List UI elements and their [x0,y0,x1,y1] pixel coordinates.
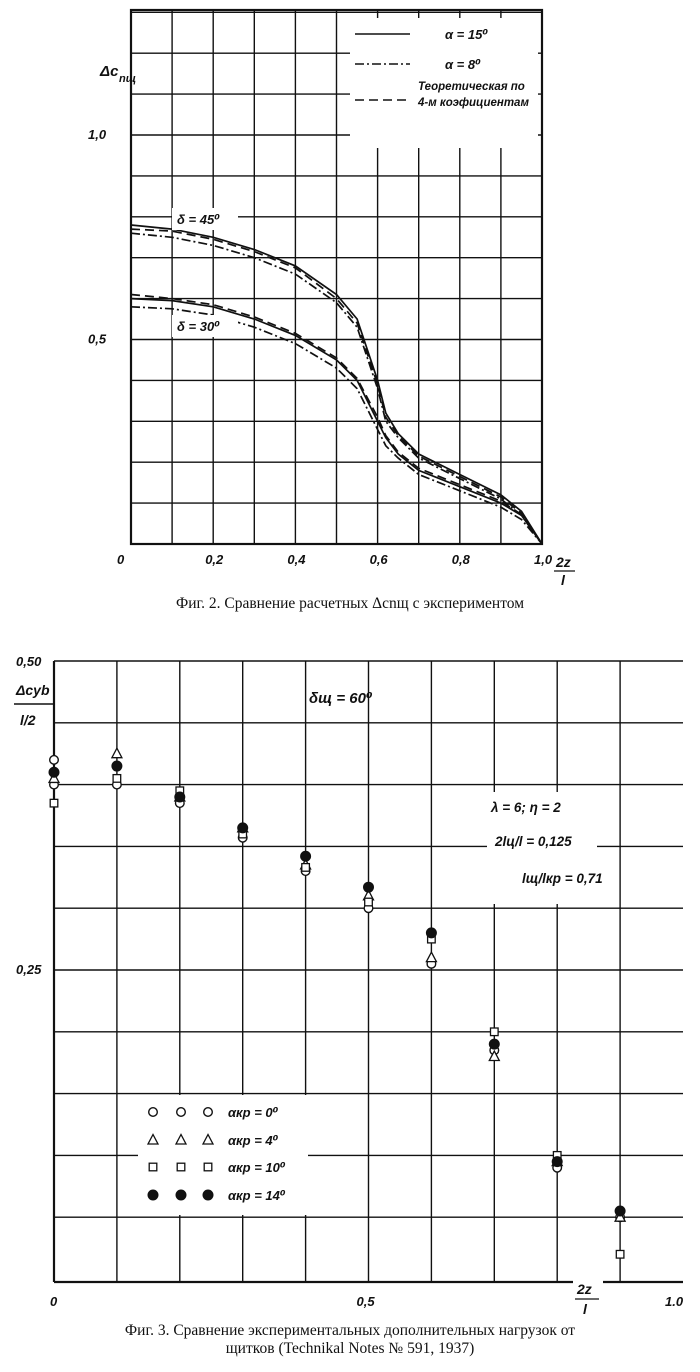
fig3-legend-marker [177,1163,185,1171]
fig2-x-tick-label: 0,6 [369,552,388,567]
fig3-y-tick-label: 0,25 [16,962,42,977]
fig2-annotation-delta45: δ = 45⁰ [177,212,220,227]
fig3-legend-marker [148,1190,158,1200]
fig2-y-axis-label: Δc [100,63,119,80]
fig2-x-tick-label: 0,2 [205,552,224,567]
fig3-data-point-filled-circle [112,761,122,771]
fig3-data-point-filled-circle [489,1039,499,1049]
fig3-data-point-square [491,1028,499,1036]
fig3-legend-marker [203,1190,213,1200]
fig3-legend [138,1095,308,1215]
figure-3-caption [0,1322,700,1358]
fig3-y-axis-label-den: l/2 [20,712,36,728]
fig2-annotation-delta30: δ = 30⁰ [177,319,220,334]
fig2-x-axis-label-num: 2z [556,554,571,570]
fig2-legend-label: α = 15⁰ [445,27,489,42]
fig3-data-point-triangle [112,748,122,758]
fig3-legend-marker [204,1108,213,1117]
fig3-legend-marker [149,1163,157,1171]
figure-2-caption [0,595,700,613]
fig3-legend-marker [204,1163,212,1171]
fig3-legend-label: αкр = 14⁰ [228,1188,286,1203]
fig3-data-point-square [50,799,58,807]
fig3-data-point-filled-circle [426,928,436,938]
fig3-param-lshch: lщ/lкр = 0,71 [522,871,603,886]
fig2-y-tick-label: 1,0 [88,127,107,142]
fig3-data-point-square [616,1250,624,1258]
fig2-y-tick-label: 0,5 [88,331,107,347]
fig3-data-point-filled-circle [552,1157,562,1167]
fig3-data-point-filled-circle [615,1206,625,1216]
fig3-data-point-square [113,775,121,783]
fig3-data-point-filled-circle [301,851,311,861]
fig2-x-tick-label: 0 [117,552,125,567]
fig3-legend-marker [177,1108,186,1117]
figure-3-caption-line2: щитков (Technikal Notes № 591, 1937) [225,1340,475,1357]
fig2-x-tick-label: 0,8 [451,552,470,567]
fig3-x-axis-label-num: 2z [577,1281,592,1297]
figure-3-caption-line1: Фиг. 3. Сравнение экспериментальных дополнительных нагрузок от [124,1322,576,1339]
fig2-legend-label: α = 8⁰ [445,57,481,72]
fig3-data-point-circle [50,756,59,765]
figure-2-caption-text: Фиг. 2. Сравнение расчетных Δcnщ с экспериментом [175,595,525,612]
fig3-delta-annotation: δщ = 60⁰ [309,690,373,707]
fig2-x-tick-label: 1,0 [534,552,553,567]
fig3-data-point-filled-circle [364,882,374,892]
fig2-y-axis-label-sub: nщ [119,73,137,85]
fig3-x-tick-label: 1.0 [665,1294,684,1309]
fig3-y-tick-label: 0,50 [16,654,42,669]
fig3-y-axis-label-num: Δcyb [16,682,50,698]
fig3-legend-label: αкр = 0⁰ [228,1105,279,1120]
fig2-legend-label: 4-м коэфициентам [418,97,529,109]
fig3-legend-marker [176,1190,186,1200]
fig3-data-point-triangle [426,952,436,962]
fig3-data-point-filled-circle [49,767,59,777]
fig3-x-tick-label: 0 [50,1294,58,1309]
fig3-data-point-square [302,864,310,872]
fig3-param-2lc: 2lц/l = 0,125 [495,834,572,849]
fig2-x-tick-label: 0,4 [287,552,306,567]
fig2-legend-label: Теоретическая по [418,81,525,93]
fig2-x-axis-label-den: l [561,572,565,588]
fig3-data-point-square [365,898,373,906]
fig3-legend-marker [149,1108,158,1117]
fig3-legend-label: αкр = 4⁰ [228,1133,279,1148]
fig3-legend-label: αкр = 10⁰ [228,1160,286,1175]
fig3-data-point-filled-circle [238,823,248,833]
fig3-param-lambda-eta: λ = 6; η = 2 [491,800,561,815]
fig3-x-axis-label-den: l [583,1301,587,1317]
fig3-data-point-filled-circle [175,792,185,802]
fig3-x-tick-label: 0,5 [356,1294,375,1309]
